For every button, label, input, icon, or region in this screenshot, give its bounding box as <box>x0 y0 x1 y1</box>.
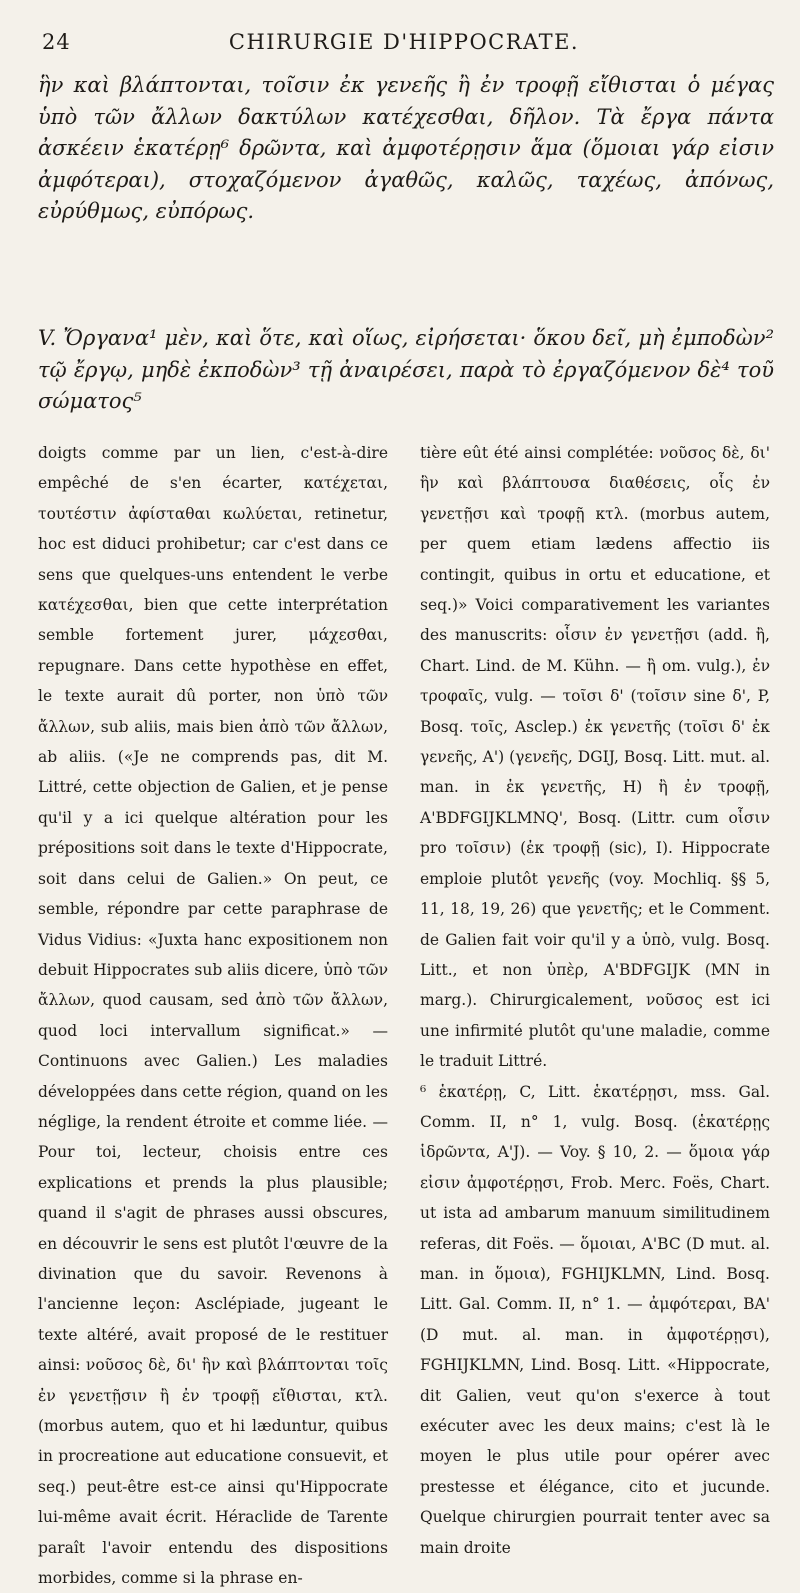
footnote-6: ⁶ ἑκατέρῃ, C, Litt. ἑκατέρῃσι, mss. Gal. Comm. II, n° 1, vulg. Bosq. (ἑκατέρῃς ἱδρῶντα, A'J). — Voy. § 10, 2. — ὅμοια γάρ εἰσιν ἀμφοτέρῃσι, Frob. Merc. Foës, Chart. ut ista ad ambarum manuum similitudinem referas, dit Foës. — ὅμοιαι, A'BC (D mut. al. man. in ὅμοια), FGHIJKLMN, Lind. Bosq. Litt. Gal. Comm. II, n° 1. — ἀμφότεραι, BA' (D mut. al. man. in ἀμφοτέρῃσι), FGHIJKLMN, Lind. Bosq. Litt. «Hippocrate, dit Galien, veut qu'on s'exerce à tout exécuter avec les deux mains; c'est là le moyen le plus utile pour opérer avec prestesse et élégance, cito et jucunde. Quelque chirurgien pourrait tenter avec sa main droite <box>420 1082 770 1557</box>
page-header <box>38 30 770 60</box>
note-paragraph: doigts comme par un lien, c'est-à-dire empêché de s'en écarter, κατέχεται, τουτέστιν ἀφίσταθαι κωλύεται, retinetur, hoc est diduci prohibetur; car c'est dans ce sens que quelques-uns entendent le verbe κατέχεσθαι, bien que cette interprétation semble fortement jurer, μάχεσθαι, repugnare. Dans cette hypothèse en effet, le texte aurait dû porter, non ὑπὸ τῶν ἄλλων, sub aliis, mais bien ἀπὸ τῶν ἄλλων, ab aliis. («Je ne comprends pas, dit M. Littré, cette objection de Galien, et je pense qu'il y a ici quelque altération pour les prépositions soit dans le texte d'Hippocrate, soit dans celui de Galien.» On peut, ce semble, répondre par cette paraphrase de Vidus Vidius: «Juxta hanc expositionem non debuit Hippocrates sub aliis dicere, ὑπὸ τῶν ἄλλων, quod causam, sed ἀπὸ τῶν ἄλλων, quod loci intervallum significat.» — Continuons avec Galien.) Les maladies développées dans cette région, quand on les néglige, la rendent étroite et comme liée. — Pour toi, lecteur, choisis entre ces explications et prends la plus plausible; quand il s'agit de phrases aussi obscures, en découvrir le sens est plutôt l'œuvre de la divination que du savoir. Revenons à l'ancienne leçon: Asclépiade, jugeant le texte altéré, avait proposé de le restituer ainsi: νοῦσος δὲ, δι' ἣν καὶ βλάπτονται τοῖς ἐν γενετῇσιν ἢ ἐν τροφῇ εἴθισται, κτλ. (morbus autem, quo et hi læduntur, quibus in procreatione aut educatione consuevit, et seq.) peut-être est-ce ainsi qu'Hippocrate lui-même avait écrit. Héraclide de Tarente paraît l'avoir entendu des dispositions morbides, comme si la phrase en- <box>38 444 388 1588</box>
running-title: CHIRURGIE D'HIPPOCRATE. <box>228 30 580 54</box>
notes-columns <box>38 438 770 1593</box>
greek-text-continuation <box>38 70 774 228</box>
greek-paragraph: V. Ὄργανα¹ μὲν, καὶ ὅτε, καὶ οἵως, εἰρήσεται· ὅκου δεῖ, μὴ ἐμποδὼν² τῷ ἔργῳ, μηδὲ ἐκποδὼν³ τῇ ἀναιρέσει, παρὰ τὸ ἐργαζόμενον δὲ⁴ τοῦ σώματος⁵ <box>38 326 774 413</box>
greek-section-v <box>38 323 774 418</box>
page-number: 24 <box>42 30 71 54</box>
greek-paragraph: ἣν καὶ βλάπτονται, τοῖσιν ἐκ γενεῆς ἢ ἐν τροφῇ εἴθισται ὁ μέγας ὑπὸ τῶν ἄλλων δακτύλων κατέχεσθαι, δῆλον. Τὰ ἔργα πάντα ἀσκέειν ἑκατέρῃ⁶ δρῶντα, καὶ ἀμφοτέρῃσιν ἅμα (ὅμοιαι γάρ εἰσιν ἀμφότεραι), στοχαζόμενον ἀγαθῶς, καλῶς, ταχέως, ἀπόνως, εὐρύθμως, εὐπόρως. <box>38 73 774 223</box>
note-paragraph: tière eût été ainsi complétée: νοῦσος δὲ, δι' ἣν καὶ βλάπτουσα διαθέσεις, οἷς ἐν γενετῇσι καὶ τροφῇ κτλ. (morbus autem, per quem etiam lædens affectio iis contingit, quibus in ortu et educatione, et seq.)» Voici comparativement les variantes des manuscrits: οἷσιν ἐν γενετῇσι (add. ἢ, Chart. Lind. de M. Kühn. — ἢ om. vulg.), ἐν τροφαῖς, vulg. — τοῖσι δ' (τοῖσιν sine δ', P, Bosq. τοῖς, Asclep.) ἐκ γενετῆς (τοῖσι δ' ἐκ γενεῆς, A') (γενεῆς, DGIJ, Bosq. Litt. mut. al. man. in ἐκ γενετῆς, H) ἢ ἐν τροφῇ, A'BDFGIJKLMNQ', Bosq. (Littr. cum οἷσιν pro τοῖσιν) (ἐκ τροφῇ (sic), I). Hippocrate emploie plutôt γενεῆς (voy. Mochliq. §§ 5, 11, 18, 19, 26) que γενετῆς; et le Comment. de Galien fait voir qu'il y a ὑπὸ, vulg. Bosq. Litt., et non ὑπὲρ, A'BDFGIJK (MN in marg.). Chirurgicalement, νοῦσος est ici une infirmité plutôt qu'une maladie, comme le traduit Littré. <box>420 444 770 1071</box>
notes-column-right <box>420 438 770 1593</box>
notes-column-left <box>38 438 388 1593</box>
